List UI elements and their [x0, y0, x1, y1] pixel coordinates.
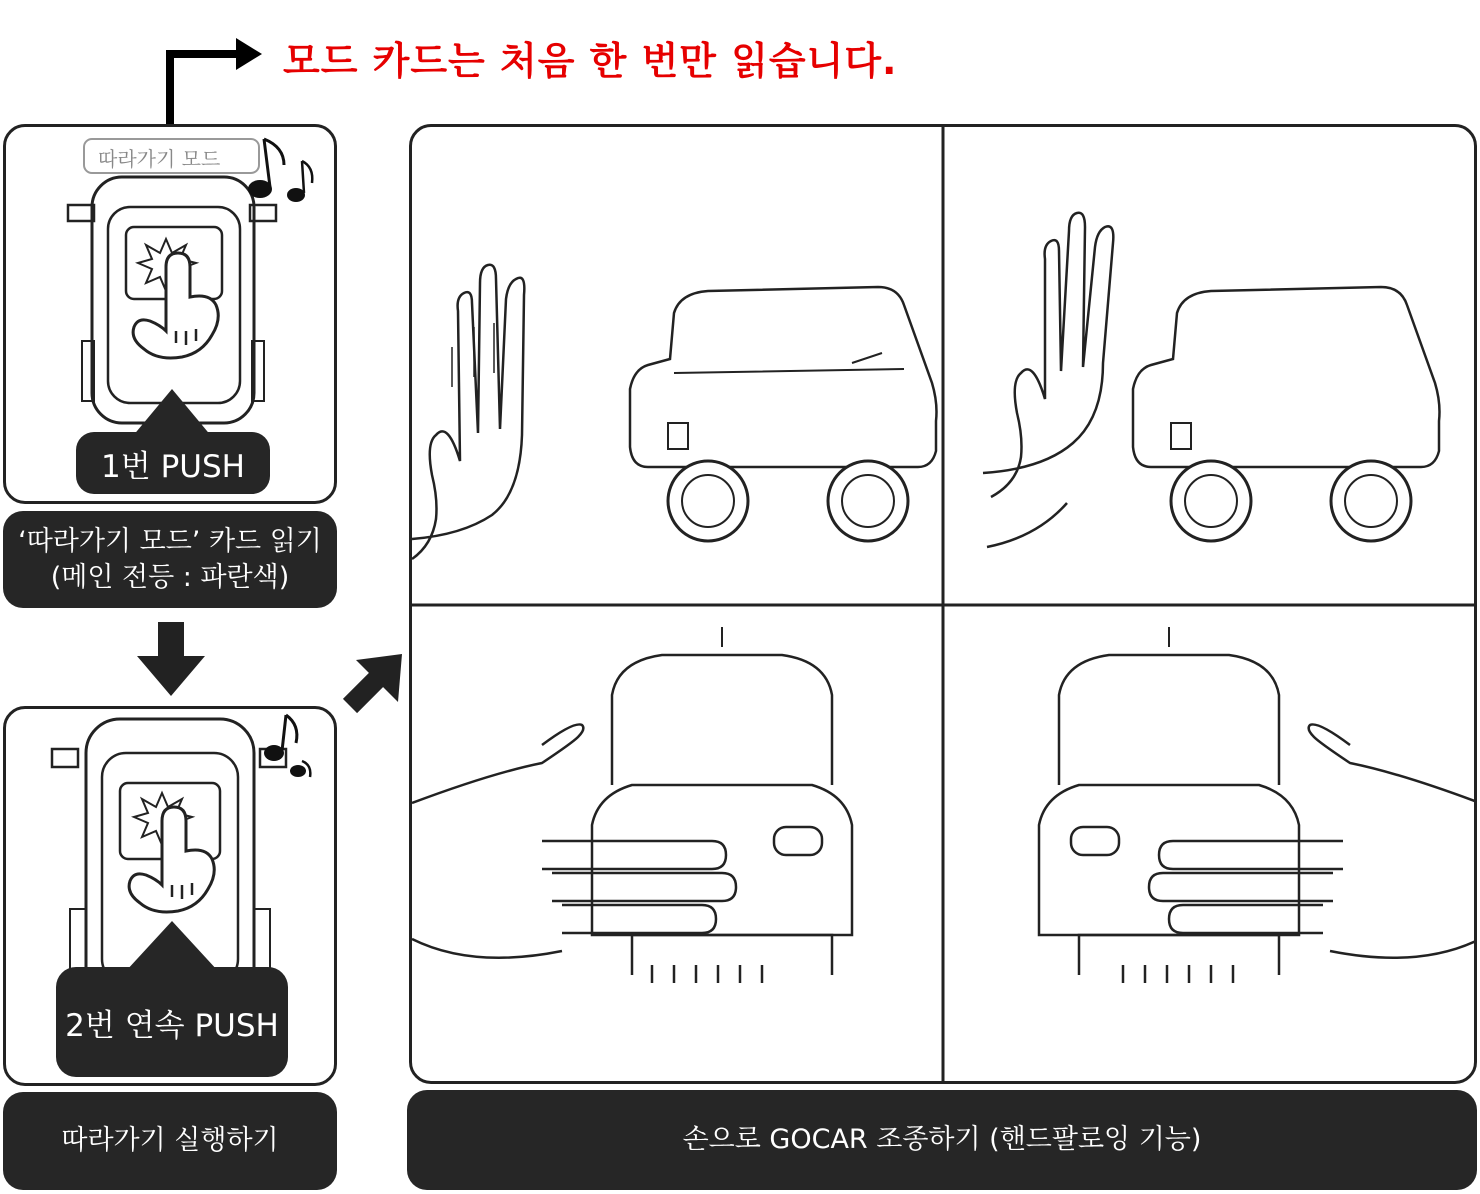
- push-twice-label: 2번 연속 PUSH: [56, 967, 288, 1077]
- step1-caption-line2: (메인 전등 : 파란색): [50, 561, 290, 593]
- push-once-label: 1번 PUSH: [76, 432, 270, 494]
- hand-control-caption: 손으로 GOCAR 조종하기 (핸드팔로잉 기능): [407, 1090, 1477, 1190]
- mode-card-label: 따라가기 모드: [98, 147, 221, 171]
- hand-control-grid: [409, 124, 1477, 1084]
- side-hand-icon: [412, 605, 943, 1084]
- step2-caption: 따라가기 실행하기: [3, 1092, 337, 1190]
- step1-caption-line1: ‘따라가기 모드’ 카드 읽기: [18, 526, 322, 558]
- gocar-side-view-icon: [412, 127, 943, 605]
- gocar-side-view-icon: [943, 127, 1477, 605]
- side-hand-icon: [943, 605, 1477, 1084]
- notice-text: 모드 카드는 처음 한 번만 읽습니다.: [283, 39, 898, 83]
